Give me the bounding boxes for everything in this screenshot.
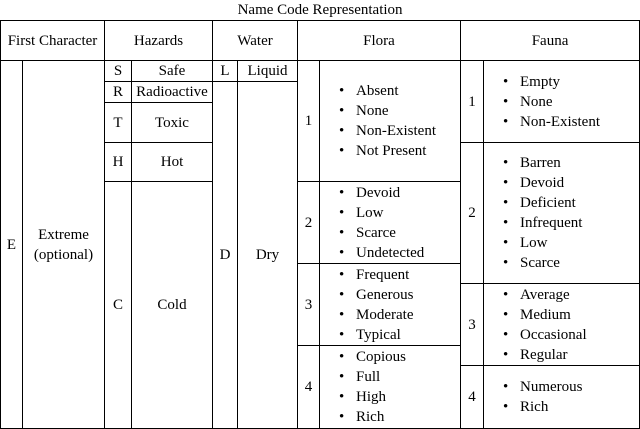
fauna-code-3: 3	[461, 284, 484, 366]
list-item: • Non-Existent	[320, 121, 460, 141]
first-character-code: E	[1, 61, 23, 429]
list-item: • Undetected	[320, 243, 460, 263]
flora-code-1: 1	[298, 61, 320, 182]
header-fauna: Fauna	[461, 21, 640, 61]
flora-code-3: 3	[298, 264, 320, 346]
list-item: • Absent	[320, 81, 460, 101]
list-item: • Moderate	[320, 305, 460, 325]
hazard-label-radioactive: Radioactive	[132, 82, 213, 103]
hazard-label-toxic: Toxic	[132, 103, 213, 143]
list-item: • Not Present	[320, 141, 460, 161]
list-item: • High	[320, 387, 460, 407]
header-hazards: Hazards	[105, 21, 213, 61]
list-item: • None	[320, 101, 460, 121]
list-item: • Devoid	[484, 173, 639, 193]
hazard-label-hot: Hot	[132, 143, 213, 182]
fauna-list-2	[484, 143, 640, 284]
list-item: • Barren	[484, 153, 639, 173]
list-item: • Copious	[320, 347, 460, 367]
flora-list-2	[320, 182, 461, 264]
flora-code-2: 2	[298, 182, 320, 264]
list-item: • Rich	[320, 407, 460, 427]
water-code-dry: D	[213, 82, 238, 429]
list-item: • None	[484, 92, 639, 112]
list-item: • Numerous	[484, 377, 639, 397]
first-character-label: Extreme (optional)	[23, 61, 105, 429]
hazard-label-cold: Cold	[132, 182, 213, 429]
fauna-list-1	[484, 61, 640, 143]
hazard-code-hot: H	[105, 143, 132, 182]
hazard-label-safe: Safe	[132, 61, 213, 82]
flora-list-3	[320, 264, 461, 346]
list-item: • Scarce	[320, 223, 460, 243]
hazard-code-radioactive: R	[105, 82, 132, 103]
list-item: • Devoid	[320, 183, 460, 203]
hazard-code-cold: C	[105, 182, 132, 429]
list-item: • Medium	[484, 305, 639, 325]
list-item: • Occasional	[484, 325, 639, 345]
hazard-code-toxic: T	[105, 103, 132, 143]
list-item: • Full	[320, 367, 460, 387]
list-item: • Low	[320, 203, 460, 223]
list-item: • Non-Existent	[484, 112, 639, 132]
list-item: • Low	[484, 233, 639, 253]
list-item: • Rich	[484, 397, 639, 417]
fauna-code-2: 2	[461, 143, 484, 284]
list-item: • Frequent	[320, 265, 460, 285]
list-item: • Generous	[320, 285, 460, 305]
water-label-liquid: Liquid	[238, 61, 298, 82]
flora-list-1	[320, 61, 461, 182]
header-flora: Flora	[298, 21, 461, 61]
list-item: • Average	[484, 285, 639, 305]
water-label-dry: Dry	[238, 82, 298, 429]
table-title: Name Code Representation	[1, 0, 640, 21]
header-first-character: First Character	[1, 21, 105, 61]
list-item: • Deficient	[484, 193, 639, 213]
list-item: • Empty	[484, 72, 639, 92]
fauna-code-1: 1	[461, 61, 484, 143]
list-item: • Scarce	[484, 253, 639, 273]
flora-list-4	[320, 346, 461, 429]
fauna-list-3	[484, 284, 640, 366]
header-water: Water	[213, 21, 298, 61]
list-item: • Infrequent	[484, 213, 639, 233]
fauna-list-4	[484, 366, 640, 429]
list-item: • Regular	[484, 345, 639, 365]
water-code-liquid: L	[213, 61, 238, 82]
flora-code-4: 4	[298, 346, 320, 429]
hazard-code-safe: S	[105, 61, 132, 82]
fauna-code-4: 4	[461, 366, 484, 429]
list-item: • Typical	[320, 325, 460, 345]
